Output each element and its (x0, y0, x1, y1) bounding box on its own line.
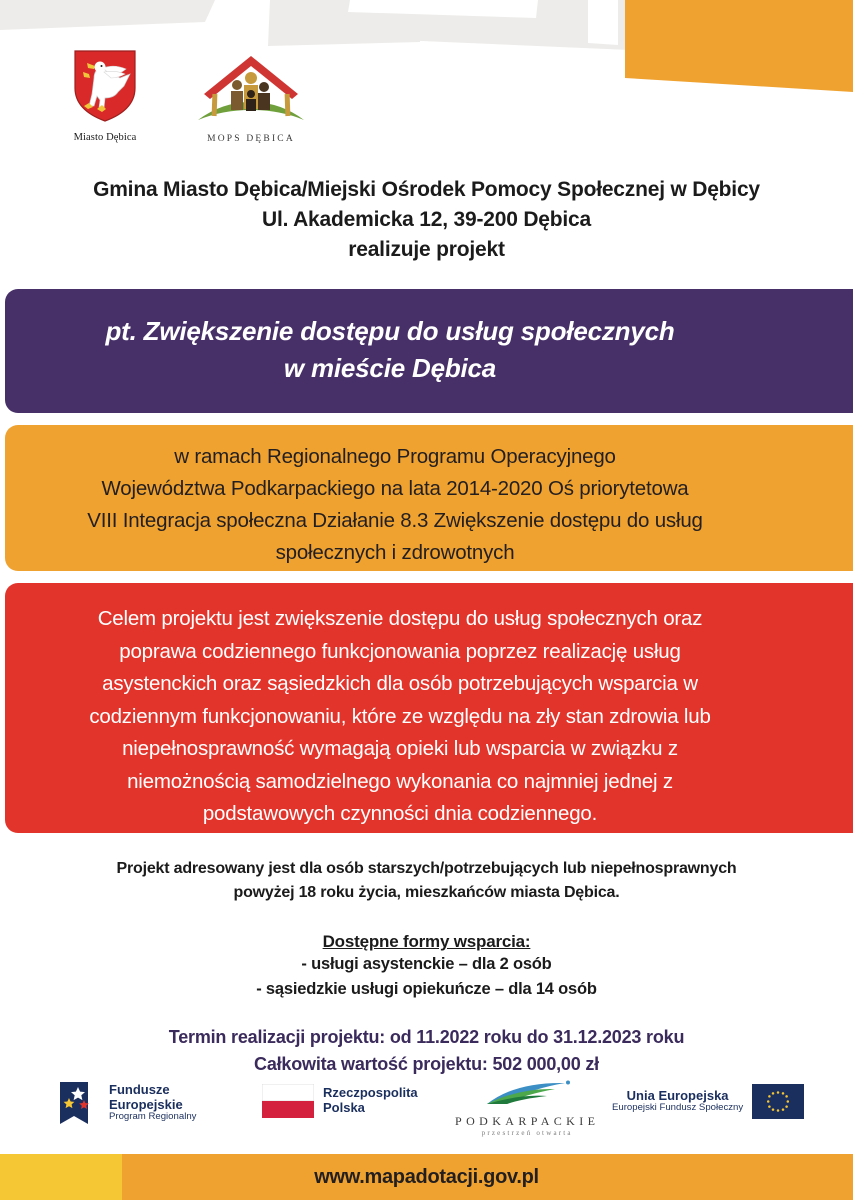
eu-flag-icon (752, 1084, 804, 1119)
fundusze-line-1: Fundusze (109, 1082, 170, 1098)
program-line-4: społecznych i zdrowotnych (275, 541, 515, 564)
mops-caption: MOPS DĘBICA (207, 134, 295, 144)
rzeczpospolita-line-2: Polska (323, 1100, 365, 1115)
project-title-line-1: pt. Zwiększenie dostępu do usług społecznych (105, 316, 675, 346)
intro-line-2: Ul. Akademicka 12, 39-200 Dębica (261, 208, 591, 231)
intro-line-3: realizuje projekt (348, 238, 505, 261)
project-title-line-2: w mieście Dębica (283, 353, 497, 383)
project-term-line: Termin realizacji projektu: od 11.2022 roku do 31.12.2023 roku (168, 1027, 685, 1047)
mops-house-family-logo-icon (192, 50, 310, 128)
unia-line-1: Unia Europejska (626, 1087, 729, 1103)
goal-line-7: podstawowych czynności dnia codziennego. (202, 802, 598, 825)
goal-line-2: poprawa codziennego funkcjonowania poprzez realizację usług (119, 639, 681, 663)
debica-crest-logo (57, 48, 153, 143)
podkarpackie-logo (455, 1080, 599, 1137)
mapadotacji-url[interactable]: www.mapadotacji.gov.pl (314, 1166, 539, 1188)
fundusze-line-3: Program Regionalny (109, 1111, 197, 1123)
intro-line-1: Gmina Miasto Dębica/Miejski Ośrodek Pomocy Społecznej w Dębicy (93, 178, 760, 201)
fundusze-line-2: Europejskie (109, 1096, 183, 1112)
rzeczpospolita-line-1: Rzeczpospolita (323, 1085, 418, 1101)
support-form-item: - usługi asystenckie – dla 2 osób (301, 955, 552, 973)
fundusze-europejskie-stars-logo-icon (58, 1080, 100, 1126)
unia-line-3: Europejski Fundusz Społeczny (612, 1102, 744, 1114)
project-title-banner (5, 289, 853, 413)
support-forms-title: Dostępne formy wsparcia: (322, 932, 531, 951)
crest-caption: Miasto Dębica (73, 132, 137, 143)
program-line-3: VIII Integracja społeczna Działanie 8.3 Zwiększenie dostępu do usług (87, 509, 703, 532)
footer-logo-strip (0, 1074, 853, 1144)
support-form-item: - sąsiedzkie usługi opiekuńcze – dla 14 osób (256, 980, 597, 998)
goal-line-5: niepełnosprawność wymagają opieki lub wsparcia w związku z (122, 737, 678, 760)
goal-line-1: Celem projektu jest zwiększenie dostępu do usług społecznych oraz (97, 607, 703, 630)
intro-text-block (0, 175, 853, 265)
goal-line-3: asystenckich oraz sąsiedzkich dla osób potrzebujących wsparcia w (102, 672, 698, 695)
unia-europejska-logo (612, 1084, 804, 1119)
goal-line-4: codziennym funkcjonowaniu, które ze względu na zły stan zdrowia lub (89, 704, 711, 728)
polish-flag-icon (262, 1084, 314, 1118)
program-line-2: Województwa Podkarpackiego na lata 2014-2020 Oś priorytetowa (101, 477, 689, 500)
podkarpackie-name: PODKARPACKIE (455, 1114, 600, 1128)
project-value-line: Całkowita wartość projektu: 502 000,00 zł (254, 1054, 599, 1074)
header-logos (0, 48, 853, 153)
rzeczpospolita-polska-logo (262, 1084, 418, 1118)
bottom-url-bar (0, 1154, 853, 1200)
addressed-line-1: Projekt adresowany jest dla osób starszych/potrzebujących lub niepełnosprawnych (116, 860, 737, 877)
fundusze-europejskie-logo (58, 1080, 196, 1126)
program-banner (5, 425, 853, 571)
addressed-line-2: powyżej 18 roku życia, mieszkańców miasta Dębica. (233, 884, 620, 901)
lower-info-block (0, 857, 853, 1078)
debica-coat-of-arms-icon (72, 48, 138, 124)
podkarpackie-wave-logo-icon (469, 1080, 585, 1107)
podkarpackie-tagline: przestrzeń otwarta (481, 1129, 573, 1137)
program-line-1: w ramach Regionalnego Programu Operacyjnego (174, 445, 616, 468)
goal-line-6: niemożnością samodzielnego wykonania co najmniej jednej z (127, 769, 673, 793)
project-goal-banner (5, 583, 853, 833)
mops-logo (186, 50, 316, 144)
